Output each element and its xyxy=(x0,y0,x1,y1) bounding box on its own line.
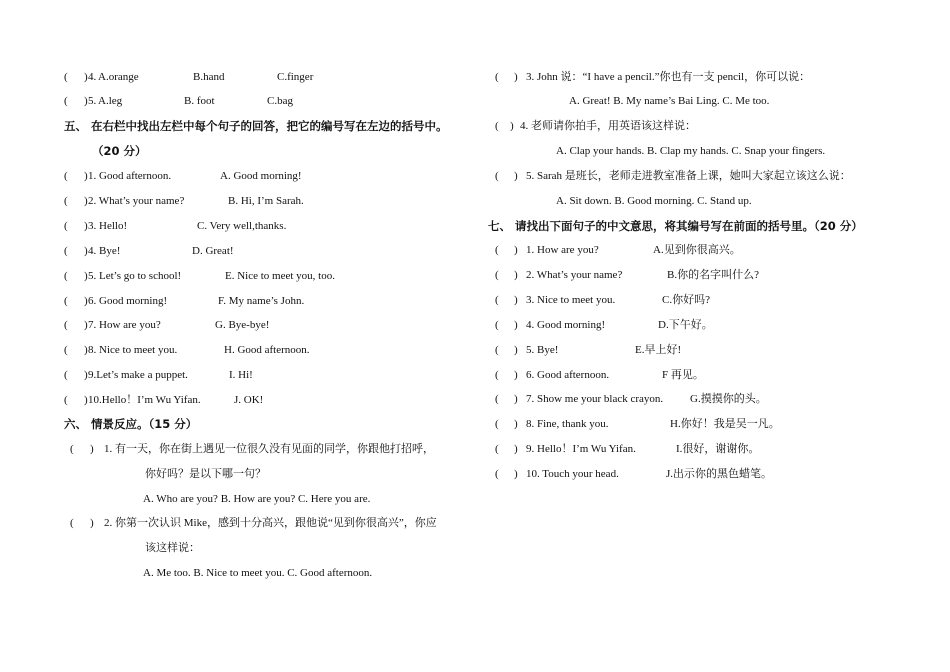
answer-options: A. Great! B. My name’s Bai Ling. C. Me too. xyxy=(569,95,770,107)
answer-paren-close: ) xyxy=(514,368,518,381)
answer-paren-close: ) xyxy=(84,71,88,83)
answer-options: A. Clap your hands. B. Clap my hands. C. Snap your fingers. xyxy=(556,145,826,157)
answer-paren-close: ) xyxy=(84,319,88,332)
answer-paren-open: ( xyxy=(495,318,499,331)
answer-paren-close: ) xyxy=(84,244,88,257)
answer-paren-open: ( xyxy=(64,319,68,332)
answer-options: A. Who are you? B. How are you? C. Here you are. xyxy=(143,493,371,505)
row-question: 8. Fine, thank you. xyxy=(526,418,609,431)
answer-paren-close: ) xyxy=(514,268,518,281)
section-5-score: （20 分） xyxy=(92,144,147,158)
answer-paren-open: ( xyxy=(64,194,68,207)
answer-paren-open: ( xyxy=(64,71,68,83)
question-text-continued: 你好吗？是以下哪一句？ xyxy=(145,468,266,480)
answer-paren-close: ) xyxy=(84,394,88,407)
option-b: B.hand xyxy=(193,71,225,83)
answer-paren-close: ) xyxy=(514,293,518,306)
answer-paren-open: ( xyxy=(64,344,68,357)
option-b: B. foot xyxy=(184,95,215,107)
row-question: 7. How are you? xyxy=(88,319,161,332)
answer-paren-close: ) xyxy=(514,468,518,481)
question-text-continued: 该这样说： xyxy=(145,542,200,554)
answer-paren-close: ) xyxy=(514,443,518,456)
answer-paren-open: ( xyxy=(70,443,74,455)
row-answer: J. OK! xyxy=(234,394,264,407)
answer-paren-open: ( xyxy=(495,343,499,356)
row-answer: E.早上好! xyxy=(635,343,682,356)
row-answer: H.你好！我是吴一凡。 xyxy=(670,418,780,431)
row-question: 6. Good morning! xyxy=(88,294,168,307)
question-text: 5. Sarah 是班长，老师走进教室准备上课，她叫大家起立该这么说： xyxy=(526,170,851,182)
answer-paren-open: ( xyxy=(64,369,68,382)
row-question: 9.Let’s make a puppet. xyxy=(88,369,188,382)
answer-paren-open: ( xyxy=(495,120,499,132)
answer-paren-close: ) xyxy=(84,269,88,282)
answer-paren-open: ( xyxy=(495,170,499,182)
answer-paren-open: ( xyxy=(64,269,68,282)
question-text: 1. 有一天，你在街上遇见一位很久没有见面的同学，你跟他打招呼， xyxy=(104,443,434,455)
answer-paren-close: ) xyxy=(84,170,88,182)
row-question: 2. What’s your name? xyxy=(88,194,185,207)
answer-paren-close: ) xyxy=(510,120,514,132)
answer-paren-open: ( xyxy=(495,368,499,381)
row-answer: H. Good afternoon. xyxy=(224,344,310,357)
option-a: A.leg xyxy=(98,95,123,107)
answer-paren-close: ) xyxy=(84,95,88,107)
row-answer: E. Nice to meet you, too. xyxy=(225,269,335,282)
question-text: 3. John 说：“I have a pencil.”你也有一支 pencil，你可以说： xyxy=(526,71,811,83)
row-question: 5. Bye! xyxy=(526,343,559,356)
answer-paren-close: ) xyxy=(514,393,518,406)
row-answer: D. Great! xyxy=(192,244,234,257)
row-answer: D.下午好。 xyxy=(658,318,713,331)
row-question: 10.Hello！I’m Wu Yifan. xyxy=(88,394,201,407)
row-answer: A.见到你很高兴。 xyxy=(653,244,741,256)
row-answer: C. Very well,thanks. xyxy=(197,219,287,232)
row-question: 5. Let’s go to school! xyxy=(88,269,182,282)
answer-paren-open: ( xyxy=(495,244,499,256)
row-answer: I. Hi! xyxy=(229,369,253,382)
answer-paren-open: ( xyxy=(495,468,499,481)
answer-paren-close: ) xyxy=(90,517,94,529)
answer-paren-open: ( xyxy=(495,443,499,456)
answer-paren-open: ( xyxy=(64,294,68,307)
answer-paren-open: ( xyxy=(495,71,499,83)
option-a: A.orange xyxy=(98,71,139,83)
answer-paren-open: ( xyxy=(495,393,499,406)
option-c: C.bag xyxy=(267,95,293,107)
answer-paren-close: ) xyxy=(514,418,518,431)
answer-paren-close: ) xyxy=(514,343,518,356)
row-question: 4. Bye! xyxy=(88,244,121,257)
row-answer: C.你好吗? xyxy=(662,293,710,306)
answer-paren-close: ) xyxy=(514,170,518,182)
question-number: 5. xyxy=(88,95,97,107)
row-answer: F. My name’s John. xyxy=(218,294,305,307)
answer-paren-open: ( xyxy=(70,517,74,529)
row-answer: G.摸摸你的头。 xyxy=(690,393,767,406)
section-6-title: 六、 情景反应。（15 分） xyxy=(64,417,198,431)
row-question: 3. Nice to meet you. xyxy=(526,293,616,306)
answer-options: A. Sit down. B. Good morning. C. Stand up. xyxy=(556,195,752,207)
row-question: 1. How are you? xyxy=(526,244,599,256)
answer-paren-open: ( xyxy=(495,293,499,306)
answer-paren-close: ) xyxy=(84,344,88,357)
answer-options: A. Me too. B. Nice to meet you. C. Good afternoon. xyxy=(143,567,373,579)
answer-paren-close: ) xyxy=(514,318,518,331)
answer-paren-close: ) xyxy=(84,194,88,207)
row-answer: B.你的名字叫什么? xyxy=(667,268,759,281)
answer-paren-close: ) xyxy=(84,219,88,232)
row-answer: G. Bye-bye! xyxy=(215,319,270,332)
answer-paren-close: ) xyxy=(514,244,518,256)
answer-paren-close: ) xyxy=(84,369,88,382)
option-c: C.finger xyxy=(277,71,314,83)
row-question: 2. What’s your name? xyxy=(526,268,623,281)
row-question: 4. Good morning! xyxy=(526,318,606,331)
row-question: 9. Hello！I’m Wu Yifan. xyxy=(526,443,636,456)
row-answer: F 再见。 xyxy=(662,368,704,381)
question-text: 4. 老师请你拍手，用英语该这样说： xyxy=(520,120,696,132)
answer-paren-open: ( xyxy=(64,95,68,107)
answer-paren-open: ( xyxy=(64,219,68,232)
answer-paren-close: ) xyxy=(90,443,94,455)
question-number: 4. xyxy=(88,71,97,83)
row-question: 7. Show me your black crayon. xyxy=(526,393,664,406)
answer-paren-open: ( xyxy=(495,418,499,431)
section-7-title: 七、 请找出下面句子的中文意思，将其编号写在前面的括号里。（20 分） xyxy=(488,219,863,233)
row-answer: J.出示你的黑色蜡笔。 xyxy=(666,468,773,481)
row-answer: I.很好，谢谢你。 xyxy=(676,443,760,456)
answer-paren-open: ( xyxy=(64,244,68,257)
answer-paren-open: ( xyxy=(495,268,499,281)
row-answer: A. Good morning! xyxy=(220,170,302,182)
answer-paren-open: ( xyxy=(64,170,68,182)
row-question: 1. Good afternoon. xyxy=(88,170,172,182)
row-question: 3. Hello! xyxy=(88,219,128,232)
section-5-title: 五、 在右栏中找出左栏中每个句子的回答，把它的编号写在左边的括号中。 xyxy=(64,119,448,133)
answer-paren-close: ) xyxy=(514,71,518,83)
row-answer: B. Hi, I’m Sarah. xyxy=(228,194,304,207)
row-question: 10. Touch your head. xyxy=(526,468,619,481)
answer-paren-close: ) xyxy=(84,294,88,307)
answer-paren-open: ( xyxy=(64,394,68,407)
row-question: 8. Nice to meet you. xyxy=(88,344,178,357)
question-text: 2. 你第一次认识 Mike，感到十分高兴，跟他说“见到你很高兴”，你应 xyxy=(104,517,437,529)
row-question: 6. Good afternoon. xyxy=(526,368,610,381)
